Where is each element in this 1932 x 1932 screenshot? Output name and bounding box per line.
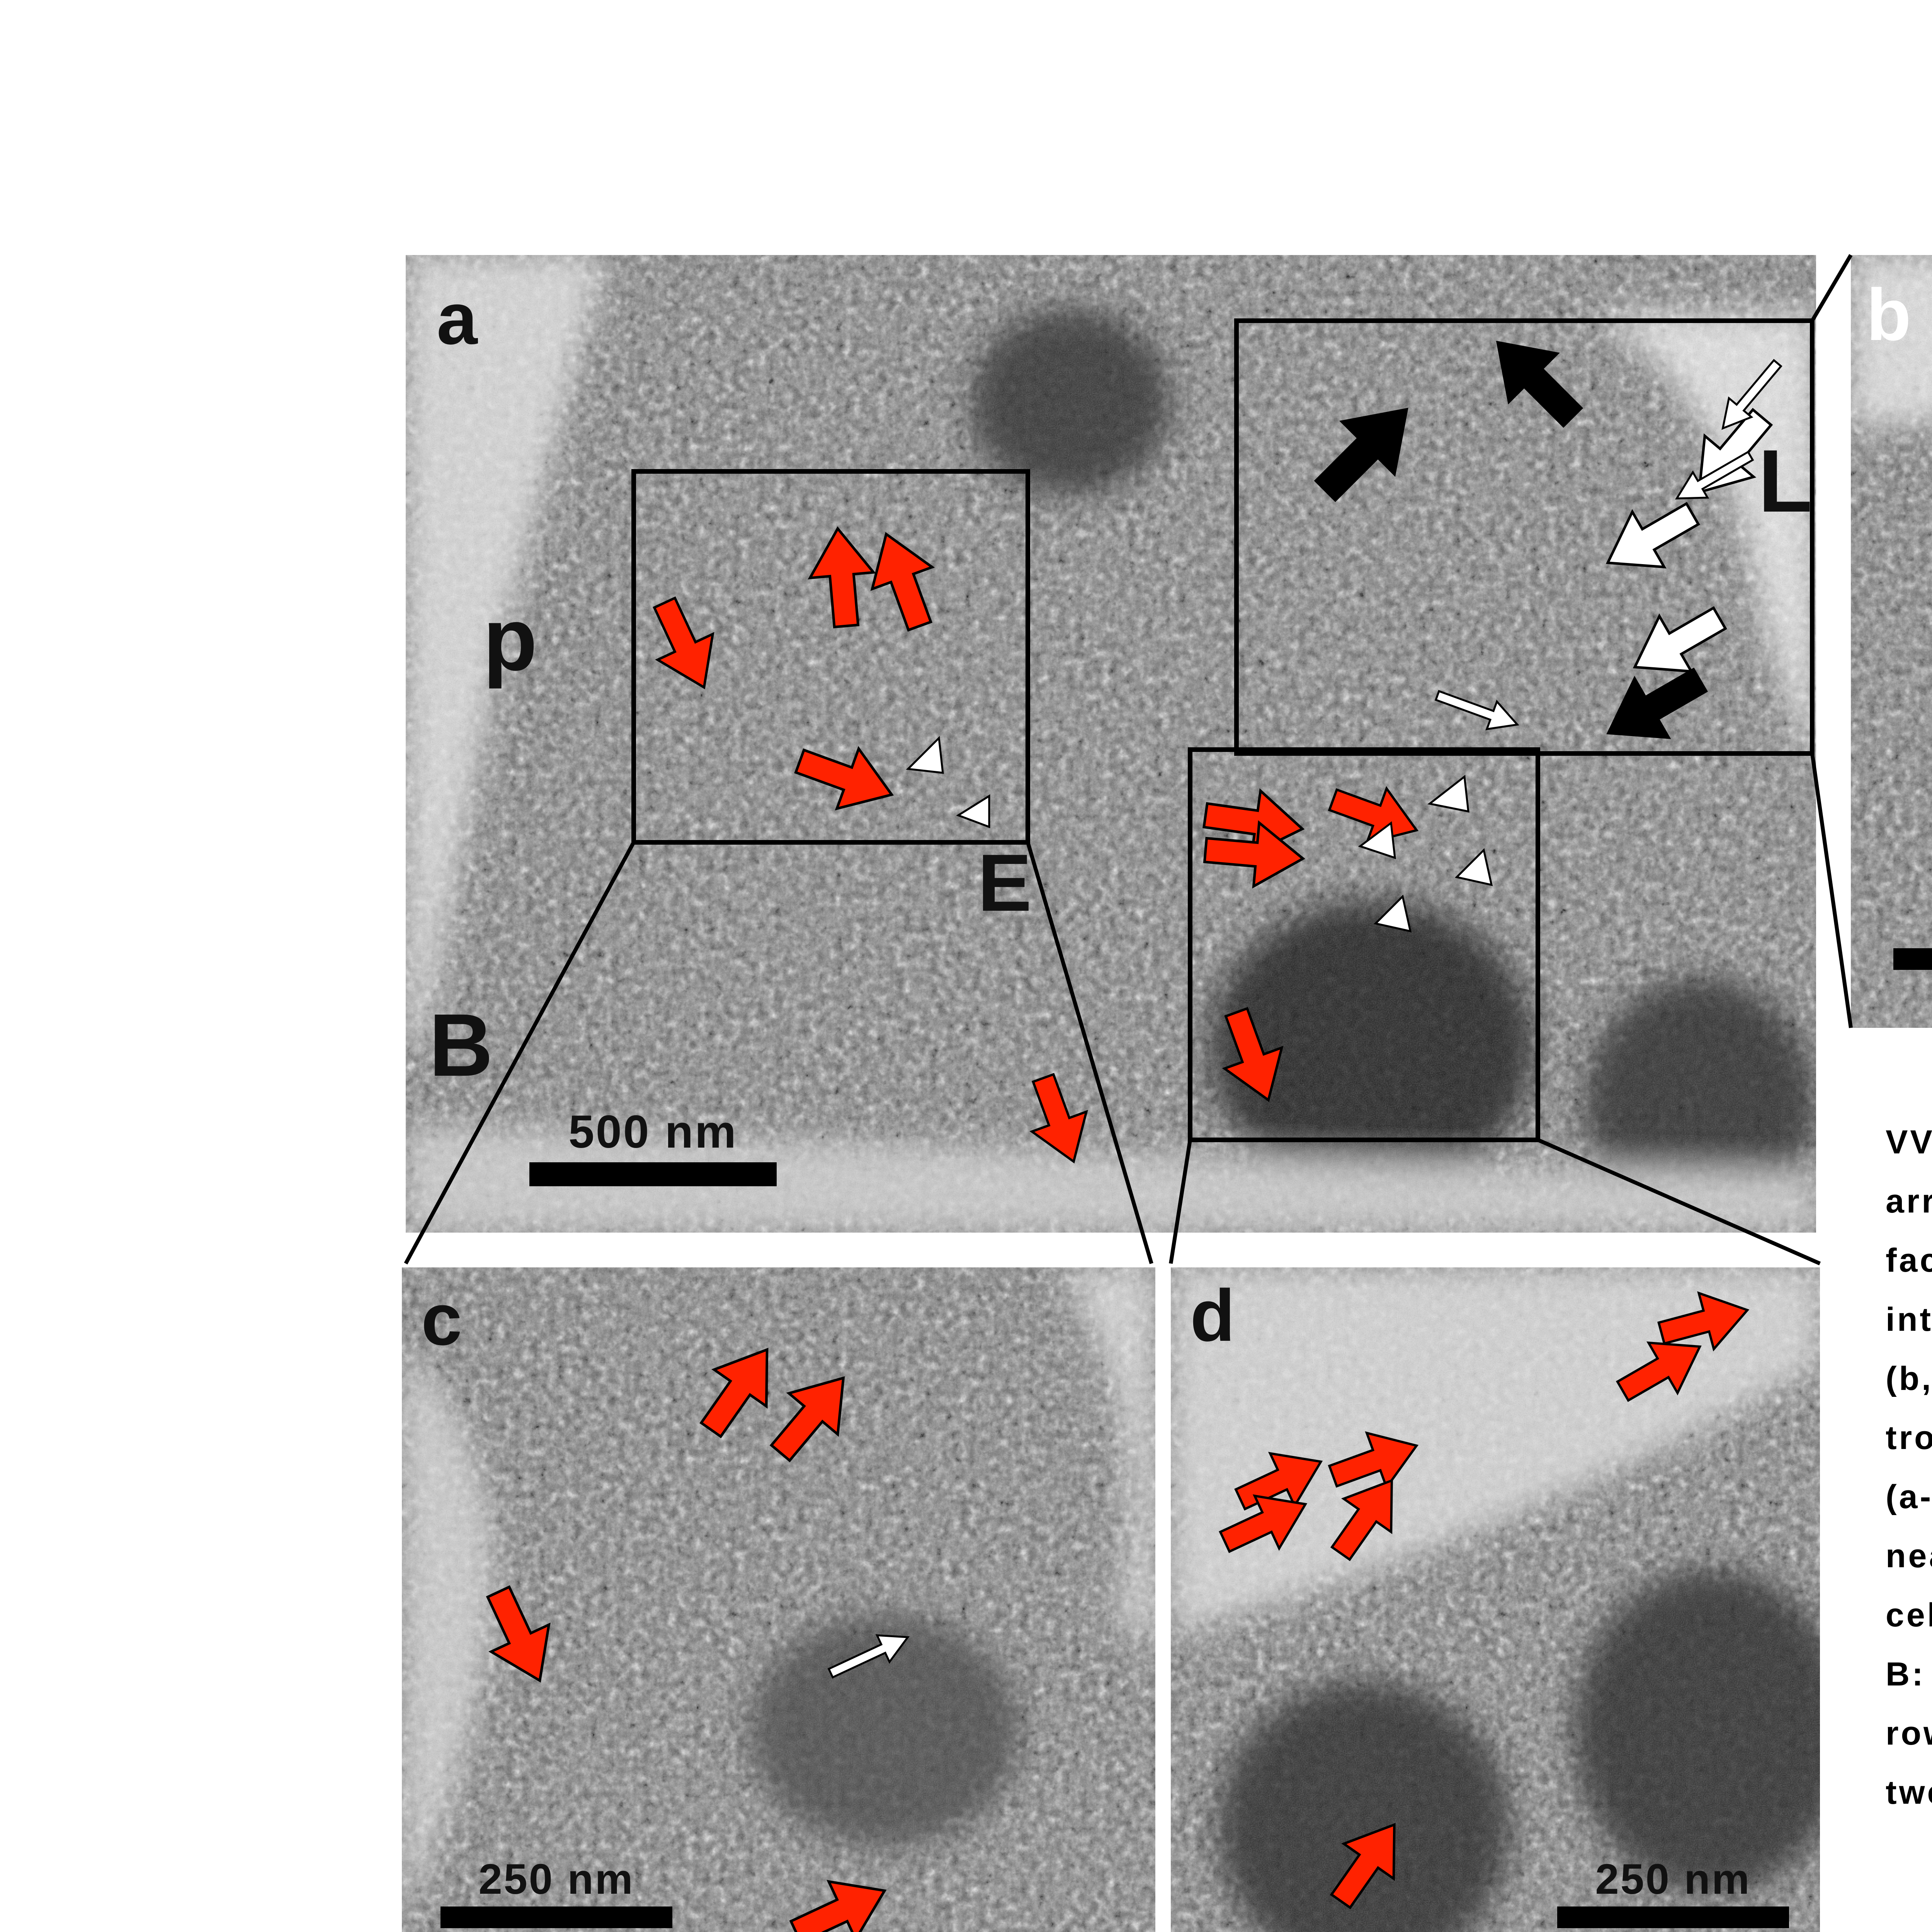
caption-line: (b, (1886, 1349, 1932, 1408)
caption-line: fac (1886, 1231, 1932, 1290)
basal-layer-label: B (429, 1001, 493, 1090)
caption-line: B: (1886, 1645, 1932, 1704)
caption-line: tro (1886, 1408, 1932, 1468)
caption-line: (a- (1886, 1468, 1932, 1527)
panel-label-d: d (1190, 1279, 1235, 1352)
caption-line: arr (1886, 1172, 1932, 1231)
panel-label-c: c (421, 1283, 462, 1356)
lumen-label: L (1758, 437, 1813, 526)
caption-line: ro (1886, 1704, 1932, 1763)
scale-bar-d-label: 250 nm (1557, 1855, 1789, 1904)
caption-line: VV (1886, 1113, 1932, 1172)
caption-line: ce (1886, 1586, 1932, 1645)
endothelial-cell-label: E (978, 842, 1032, 923)
caption-line: int (1886, 1290, 1932, 1349)
panel-label-a: a (437, 282, 478, 355)
scale-bar-a-label: 500 nm (529, 1105, 777, 1158)
scale-bar-c-label: 250 nm (440, 1855, 672, 1904)
caption-line: ne (1886, 1527, 1932, 1586)
pericyte-label: p (483, 595, 537, 684)
panel-label-b: b (1866, 278, 1911, 352)
caption-line: tw (1886, 1763, 1932, 1822)
